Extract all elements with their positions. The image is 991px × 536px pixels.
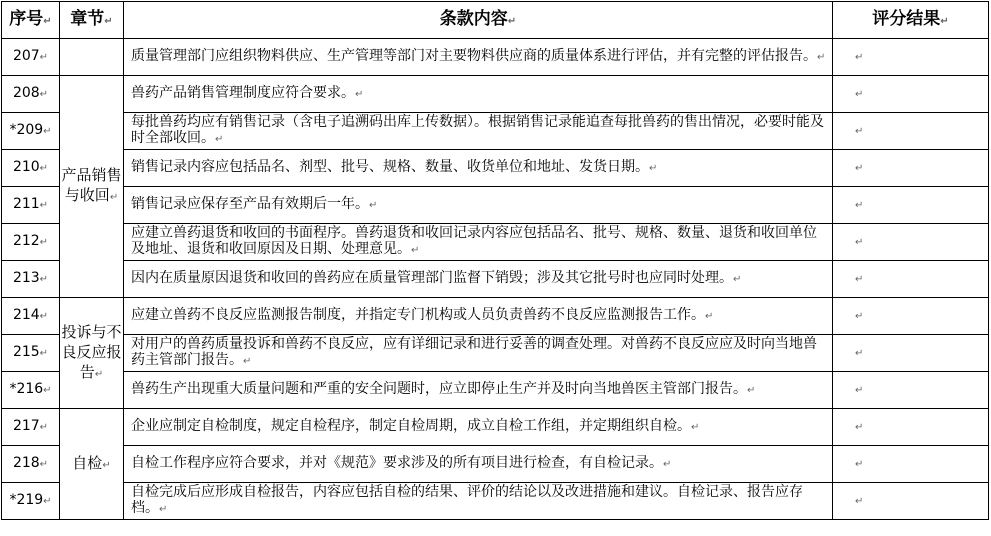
table-row: [2, 483, 989, 520]
row-seq: 208↵: [2, 76, 60, 113]
result-cell[interactable]: ↵: [833, 409, 989, 446]
result-cell[interactable]: ↵: [833, 76, 989, 113]
result-cell[interactable]: ↵: [833, 335, 989, 372]
row-content: 兽药产品销售管理制度应符合要求。↵: [124, 76, 833, 113]
table-row: [2, 150, 989, 187]
table-row: [2, 335, 989, 372]
table-row: [2, 372, 989, 409]
table-row: [2, 76, 989, 113]
row-seq: *219↵: [2, 483, 60, 520]
row-content: 每批兽药均应有销售记录（含电子追溯码出库上传数据）。根据销售记录能追查每批兽药的售出情况，必要时能及时全部收回。↵: [124, 113, 833, 150]
row-seq: 218↵: [2, 446, 60, 483]
table-row: [2, 409, 989, 446]
result-cell[interactable]: ↵: [833, 224, 989, 261]
result-cell[interactable]: ↵: [833, 483, 989, 520]
row-content: 自检完成后应形成自检报告，内容应包括自检的结果、评价的结论以及改进措施和建议。自检记录、报告应存档。↵: [124, 483, 833, 520]
chapter-complaints: 投诉与不良反应报告↵: [60, 298, 124, 409]
table-row: [2, 224, 989, 261]
row-seq: 217↵: [2, 409, 60, 446]
row-seq: 213↵: [2, 261, 60, 298]
row-content: 企业应制定自检制度，规定自检程序，制定自检周期，成立自检工作组，并定期组织自检。↵: [124, 409, 833, 446]
row-seq: 212↵: [2, 224, 60, 261]
chapter-cell-empty: [60, 39, 124, 76]
header-chapter: 章节↵: [60, 2, 124, 39]
row-seq: *209↵: [2, 113, 60, 150]
table-row: [2, 446, 989, 483]
result-cell[interactable]: ↵: [833, 113, 989, 150]
row-content: 销售记录应保存至产品有效期后一年。↵: [124, 187, 833, 224]
row-seq: *216↵: [2, 372, 60, 409]
row-content: 质量管理部门应组织物料供应、生产管理等部门对主要物料供应商的质量体系进行评估，并有完整的评估报告。↵: [124, 39, 833, 76]
result-cell[interactable]: ↵: [833, 150, 989, 187]
row-content: 因内在质量原因退货和收回的兽药应在质量管理部门监督下销毁；涉及其它批号时也应同时处理。↵: [124, 261, 833, 298]
row-seq: 215↵: [2, 335, 60, 372]
row-content: 对用户的兽药质量投诉和兽药不良反应，应有详细记录和进行妥善的调查处理。对兽药不良反应应及时向当地兽药主管部门报告。↵: [124, 335, 833, 372]
result-cell[interactable]: ↵: [833, 261, 989, 298]
row-content: 应建立兽药不良反应监测报告制度，并指定专门机构或人员负责兽药不良反应监测报告工作。↵: [124, 298, 833, 335]
row-seq: 214↵: [2, 298, 60, 335]
table-row: [2, 39, 989, 76]
row-content: 兽药生产出现重大质量问题和严重的安全问题时，应立即停止生产并及时向当地兽医主管部门报告。↵: [124, 372, 833, 409]
row-content: 自检工作程序应符合要求，并对《规范》要求涉及的所有项目进行检查，有自检记录。↵: [124, 446, 833, 483]
result-cell[interactable]: ↵: [833, 372, 989, 409]
header-row: [2, 2, 989, 39]
result-cell[interactable]: ↵: [833, 298, 989, 335]
row-seq: 211↵: [2, 187, 60, 224]
row-content: 应建立兽药退货和收回的书面程序。兽药退货和收回记录内容应包括品名、批号、规格、数量、退货和收回单位及地址、退货和收回原因及日期、处理意见。↵: [124, 224, 833, 261]
chapter-sales: 产品销售与收回↵: [60, 76, 124, 298]
table-row: [2, 113, 989, 150]
row-seq: 207↵: [2, 39, 60, 76]
table-row: [2, 298, 989, 335]
result-cell[interactable]: ↵: [833, 39, 989, 76]
chapter-selfcheck: 自检↵: [60, 409, 124, 520]
result-cell[interactable]: ↵: [833, 187, 989, 224]
result-cell[interactable]: ↵: [833, 446, 989, 483]
header-content: 条款内容↵: [124, 2, 833, 39]
header-seq: 序号↵: [2, 2, 60, 39]
row-seq: 210↵: [2, 150, 60, 187]
inspection-table: [1, 1, 989, 520]
table-row: [2, 261, 989, 298]
row-content: 销售记录内容应包括品名、剂型、批号、规格、数量、收货单位和地址、发货日期。↵: [124, 150, 833, 187]
table-row: [2, 187, 989, 224]
header-result: 评分结果↵: [833, 2, 989, 39]
